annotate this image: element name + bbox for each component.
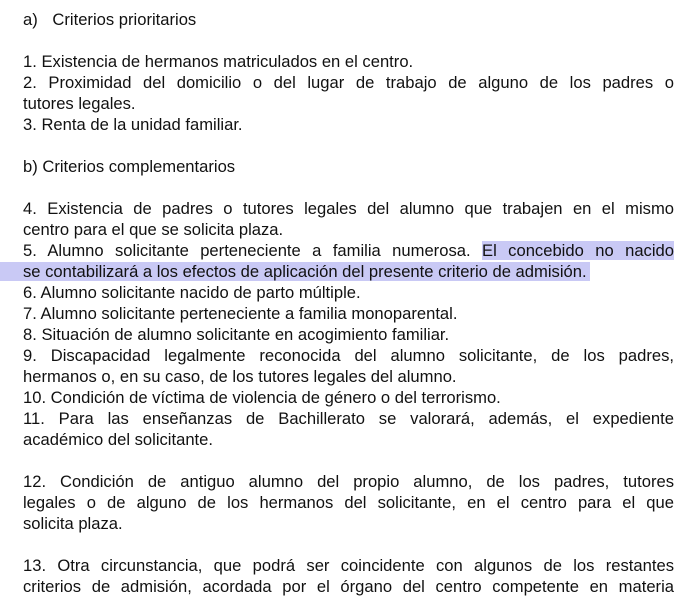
section-b-heading: b) Criterios complementarios	[23, 157, 236, 176]
criterion-11-line-1: 11. Para las enseñanzas de Bachillerato se valorará, además, el expediente	[23, 409, 674, 428]
criterion-13-line-1: 13. Otra circunstancia, que podrá ser coincidente con algunos de los restantes	[23, 556, 674, 575]
section-a-heading	[23, 9, 674, 30]
criterion-1: 1. Existencia de hermanos matriculados en el centro.	[23, 52, 414, 71]
criterion-7: 7. Alumno solicitante perteneciente a familia monoparental.	[23, 304, 458, 323]
criterion-13-line-2: criterios de admisión, acordada por el órgano del centro competente en materia	[23, 577, 674, 596]
criterion-2-line-2: tutores legales.	[23, 94, 136, 113]
criterion-5-line-1	[23, 240, 674, 261]
criterion-6: 6. Alumno solicitante nacido de parto múltiple.	[23, 283, 361, 302]
criterion-12-line-2: legales o de alguno de los hermanos del solicitante, en el centro para el que	[23, 493, 674, 512]
criterion-12-line-1: 12. Condición de antiguo alumno del propio alumno, de los padres, tutores	[23, 472, 674, 491]
criterion-9-line-1: 9. Discapacidad legalmente reconocida del alumno solicitante, de los padres,	[23, 346, 674, 365]
criterion-4-line-1: 4. Existencia de padres o tutores legales del alumno que trabajen en el mismo	[23, 199, 674, 218]
section-a-label: a)	[23, 10, 38, 29]
criterion-8: 8. Situación de alumno solicitante en acogimiento familiar.	[23, 325, 450, 344]
criterion-5-highlight-1[interactable]: El concebido no nacido	[482, 241, 674, 260]
section-a-title: Criterios prioritarios	[52, 10, 197, 29]
document-body	[23, 9, 674, 597]
criterion-5-text[interactable]: 5. Alumno solicitante perteneciente a familia numerosa.	[23, 241, 471, 260]
criterion-4-line-2: centro para el que se solicita plaza.	[23, 220, 284, 239]
criterion-3: 3. Renta de la unidad familiar.	[23, 115, 243, 134]
criterion-11-line-2: académico del solicitante.	[23, 430, 214, 449]
criterion-5-highlight-2[interactable]: se contabilizará a los efectos de aplicación del presente criterio de admisión.	[0, 262, 590, 281]
criterion-5-line-2	[23, 261, 674, 282]
criterion-9-line-2: hermanos o, en su caso, de los tutores legales del alumno.	[23, 367, 457, 386]
criterion-2-line-1: 2. Proximidad del domicilio o del lugar de trabajo de alguno de los padres o	[23, 73, 674, 92]
criterion-10: 10. Condición de víctima de violencia de género o del terrorismo.	[23, 388, 501, 407]
criterion-12-line-3: solicita plaza.	[23, 514, 123, 533]
